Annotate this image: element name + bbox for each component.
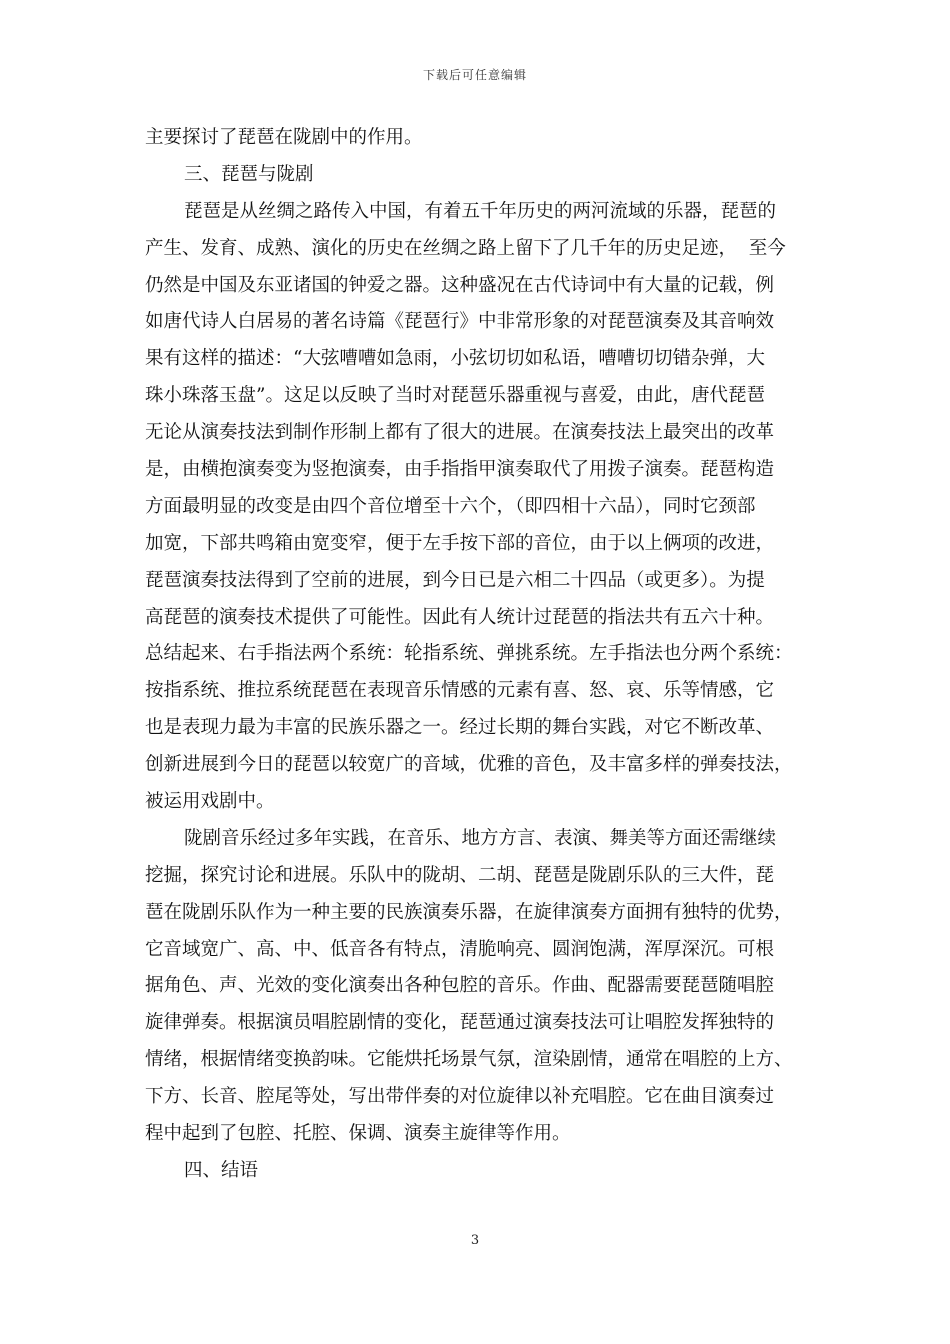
text-line: 高琵琶的演奏技术提供了可能性。因此有人统计过琵琶的指法共有五六十种。 bbox=[145, 606, 775, 628]
text-line: 珠小珠落玉盘”。这足以反映了当时对琵琶乐器重视与喜爱，由此，唐代琵琶 bbox=[145, 385, 765, 407]
document-body bbox=[145, 120, 807, 1190]
text-line: 方面最明显的改变是由四个音位增至十六个，（即四相十六品），同时它颈部 bbox=[145, 495, 756, 517]
text-line: 总结起来、右手指法两个系统：轮指系统、弹挑系统。左手指法也分两个系统： bbox=[145, 643, 793, 665]
text-line: 加宽，下部共鸣箱由宽变窄，便于左手按下部的音位，由于以上俩项的改进， bbox=[145, 532, 775, 554]
text-line: 挖掘，探究讨论和进展。乐队中的陇胡、二胡、琵琶是陇剧乐队的三大件，琵 bbox=[145, 864, 775, 886]
text-line: 情绪，根据情绪变换韵味。它能烘托场景气氛，渲染剧情，通常在唱腔的上方、 bbox=[145, 1049, 793, 1071]
text-line: 果有这样的描述：“大弦嘈嘈如急雨，小弦切切如私语，嘈嘈切切错杂弹，大 bbox=[145, 348, 765, 370]
text-line: 按指系统、推拉系统琵琶在表现音乐情感的元素有喜、怒、哀、乐等情感，它 bbox=[145, 680, 775, 702]
text-line: 它音域宽广、高、中、低音各有特点，清脆响亮、圆润饱满，浑厚深沉。可根 bbox=[145, 938, 775, 960]
text-line: 仍然是中国及东亚诸国的钟爱之器。这种盛况在古代诗词中有大量的记载，例 bbox=[145, 274, 775, 296]
text-line: 旋律弹奏。根据演员唱腔剧情的变化，琵琶通过演奏技法可让唱腔发挥独特的 bbox=[145, 1012, 775, 1034]
text-line: 程中起到了包腔、托腔、保调、演奏主旋律等作用。 bbox=[145, 1123, 571, 1145]
text-line: 四、结语 bbox=[184, 1159, 259, 1181]
page-number: 3 bbox=[470, 1233, 480, 1248]
text-line: 据角色、声、光效的变化演奏出各种包腔的音乐。作曲、配器需要琵琶随唱腔 bbox=[145, 975, 775, 997]
text-line: 创新进展到今日的琵琶以较宽广的音域，优雅的音色，及丰富多样的弹奏技法， bbox=[145, 754, 793, 776]
text-line: 被运用戏剧中。 bbox=[145, 791, 275, 813]
text-line: 主要探讨了琵琶在陇剧中的作用。 bbox=[145, 127, 423, 148]
text-line: 琵琶演奏技法得到了空前的进展，到今日已是六相二十四品（或更多）。为提 bbox=[145, 569, 765, 591]
text-line: 琶在陇剧乐队作为一种主要的民族演奏乐器，在旋律演奏方面拥有独特的优势， bbox=[145, 901, 793, 923]
text-line: 是，由横抱演奏变为竖抱演奏，由手指指甲演奏取代了用拨子演奏。琵琶构造 bbox=[145, 459, 775, 481]
text-line: 产生、发育、成熟、演化的历史在丝绸之路上留下了几千年的历史足迹， 至今 bbox=[145, 237, 786, 259]
page-header: 下载后可任意编辑 bbox=[422, 68, 527, 82]
text-line: 也是表现力最为丰富的民族乐器之一。经过长期的舞台实践，对它不断改革、 bbox=[145, 717, 775, 739]
text-line: 无论从演奏技法到制作形制上都有了很大的进展。在演奏技法上最突出的改革 bbox=[145, 422, 775, 444]
text-line: 琵琶是从丝绸之路传入中国，有着五千年历史的两河流域的乐器，琵琶的 bbox=[184, 200, 777, 222]
text-line: 陇剧音乐经过多年实践，在音乐、地方方言、表演、舞美等方面还需继续 bbox=[184, 827, 777, 849]
text-line: 三、琵琶与陇剧 bbox=[184, 163, 314, 185]
text-line: 如唐代诗人白居易的著名诗篇《琵琶行》中非常形象的对琵琶演奏及其音响效 bbox=[145, 311, 775, 333]
text-line: 下方、长音、腔尾等处，写出带伴奏的对位旋律以补充唱腔。它在曲目演奏过 bbox=[145, 1086, 775, 1108]
